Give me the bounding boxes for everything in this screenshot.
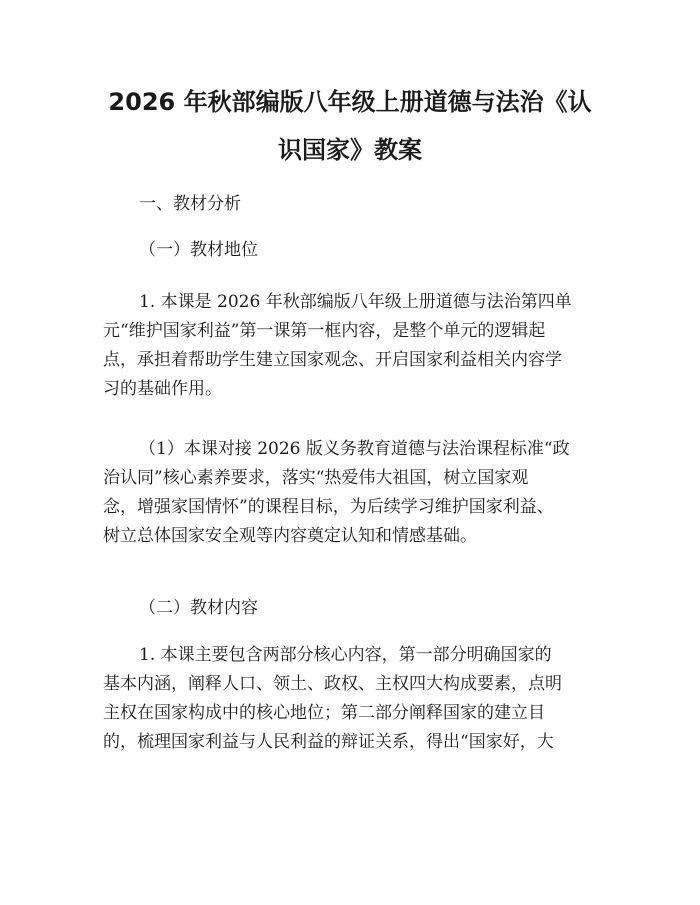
paragraph-line: 习的基础作用。 xyxy=(103,379,222,399)
paragraph-curriculum-standard xyxy=(103,435,598,551)
paragraph-line: 元“维护国家利益”第一课第一框内容，是整个单元的逻辑起 xyxy=(103,321,546,341)
document-title-line-2: 识国家》教案 xyxy=(278,136,422,164)
paragraph-line: 念，增强家国情怀”的课程目标，为后续学习维护国家利益、 xyxy=(103,497,554,517)
paragraph-line: 树立总体国家安全观等内容奠定认知和情感基础。 xyxy=(103,526,477,546)
paragraph-line: （1）本课对接 2026 版义务教育道德与法治课程标准“政 xyxy=(139,439,570,459)
paragraph-line: 治认同”核心素养要求，落实“热爱伟大祖国，树立国家观 xyxy=(103,468,529,488)
paragraph-textbook-position xyxy=(103,288,598,404)
paragraph-line: 的，梳理国家利益与人民利益的辩证关系，得出“国家好，大 xyxy=(103,732,554,752)
paragraph-line: 1. 本课主要包含两部分核心内容，第一部分明确国家的 xyxy=(139,645,552,665)
paragraph-line: 基本内涵，阐释人口、领土、政权、主权四大构成要素，点明 xyxy=(103,674,562,694)
subsection-heading-textbook-position: （一）教材地位 xyxy=(139,240,258,260)
subsection-heading-textbook-content: （二）教材内容 xyxy=(139,598,258,618)
paragraph-line: 1. 本课是 2026 年秋部编版八年级上册道德与法治第四单 xyxy=(139,292,572,312)
paragraph-textbook-content xyxy=(103,641,598,757)
document-title-line-1: 2026 年秋部编版八年级上册道德与法治《认 xyxy=(108,88,592,116)
paragraph-line: 主权在国家构成中的核心地位；第二部分阐释国家的建立目 xyxy=(103,703,545,723)
section-heading-textbook-analysis: 一、教材分析 xyxy=(139,194,241,214)
paragraph-line: 点，承担着帮助学生建立国家观念、开启国家利益相关内容学 xyxy=(103,350,562,370)
